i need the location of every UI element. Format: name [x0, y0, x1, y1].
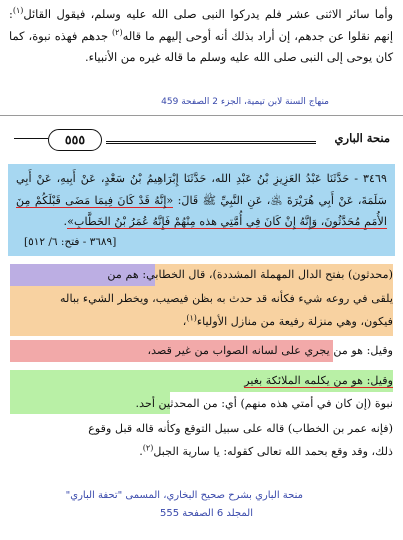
quoted-paragraph [9, 4, 393, 69]
commentary-line: يلقى في روعه شيء فكأنه قد حدث به بظن فيصيب، ويخطر الشيء بباله [60, 292, 393, 305]
underlined-phrase: وقيل: هو من يكلمه الملائكة بغير [244, 374, 393, 387]
commentary-line: وقيل: هو من يجري على لسانه الصواب من غير قصد، [147, 344, 393, 357]
book-header [10, 128, 394, 152]
hadith-matn: «إِنَّهُ قَدْ كَانَ فِيمَا مَضَى قَبْلَكُمْ مِنَ الأُمَمِ مُحَدَّثُونَ، وَإِنَّهُ إِنْ كَانَ فِي أُمَّتِي هذه مِنْهُمْ فَإِنَّهُ عُمَرُ بْنُ الخَطَّابِ» [16, 193, 387, 228]
commentary-line: فيكون، وهي منزلة رفيعة من منازل الأولياء$^{(١)}$، [182, 313, 393, 328]
header-rule [106, 141, 316, 144]
book-title: منحة الباري [334, 131, 390, 145]
commentary-line: (فإنه عمر بن الخطاب) قاله على سبيل التوقع وكأنه قاله قبل وقوع [88, 422, 393, 435]
footnote-marker: (١) [186, 313, 197, 323]
footnote-marker: (١) [12, 6, 24, 16]
footnote-marker: (٢) [112, 27, 123, 37]
hadith-reference: [٣٦٨٩ - فتح: ٦/ ٥١٢] [24, 236, 117, 248]
book-citation[interactable]: منحة الباري بشرح صحيح البخاري، المسمى "تحفة الباري" [65, 490, 303, 501]
commentary-line [244, 372, 393, 390]
page-number-badge: ٥٥٥ [48, 129, 102, 151]
volume-page-citation[interactable]: المجلد 6 الصفحة 555 [159, 508, 253, 519]
section-divider [0, 115, 403, 116]
commentary-line: ذلك، وقد وقع بحمد الله تعالى كقوله: يا سارية الجبل$^{(٢)}$. [139, 443, 393, 458]
hadith-text: ٣٤٦٩ - حَدَّثَنَا عَبْدُ العَزِيزِ بْنُ عَبْدِ الله، حَدَّثَنَا إِبْرَاهِيمُ بْنُ سَعْدٍ، عَنْ أَبِيهِ، عَنْ أَبِي سَلَمَةَ، عَنْ أَبِي هُرَيْرَةَ ﵁، عَنِ النَّبِيِّ ﷺ قَالَ: «إِنَّهُ قَدْ كَانَ فِيمَا مَضَى قَبْلَكُمْ مِنَ الأُمَمِ مُحَدَّثُونَ، وَإِنَّهُ إِنْ كَانَ فِي أُمَّتِي هذه مِنْهُمْ فَإِنَّهُ عُمَرُ بْنُ الخَطَّابِ». [16, 172, 387, 228]
header-rule-tail [14, 138, 48, 139]
commentary-line: نبوة (إن كان في أمتي هذه منهم) أي: من المحدثين أحد. [135, 397, 393, 410]
footnote-marker: (٢) [142, 443, 154, 453]
hadith-box [8, 164, 395, 256]
quoted-text: وأما سائر الاثنى عشر فلم يدركوا النبى صلى الله عليه وسلم، فيقول القائل$^{(١)}$: إنهم نقلوا عن جدهم، إن أراد بذلك أنه أوحى إليهم ما قاله$^{(٢)}$ جدهم فهذه نبوة، كما كان يوحى إلى النبى صلى الله عليه وسلم ما قاله غيره من الأنبياء. [9, 6, 393, 64]
source-citation[interactable]: منهاج السنة لابن تيمية، الجزء 2 الصفحة 459 [161, 97, 329, 107]
commentary-line: (محدثون) بفتح الدال المهملة المشددة)، قال الخطابي: هم من [107, 268, 393, 281]
